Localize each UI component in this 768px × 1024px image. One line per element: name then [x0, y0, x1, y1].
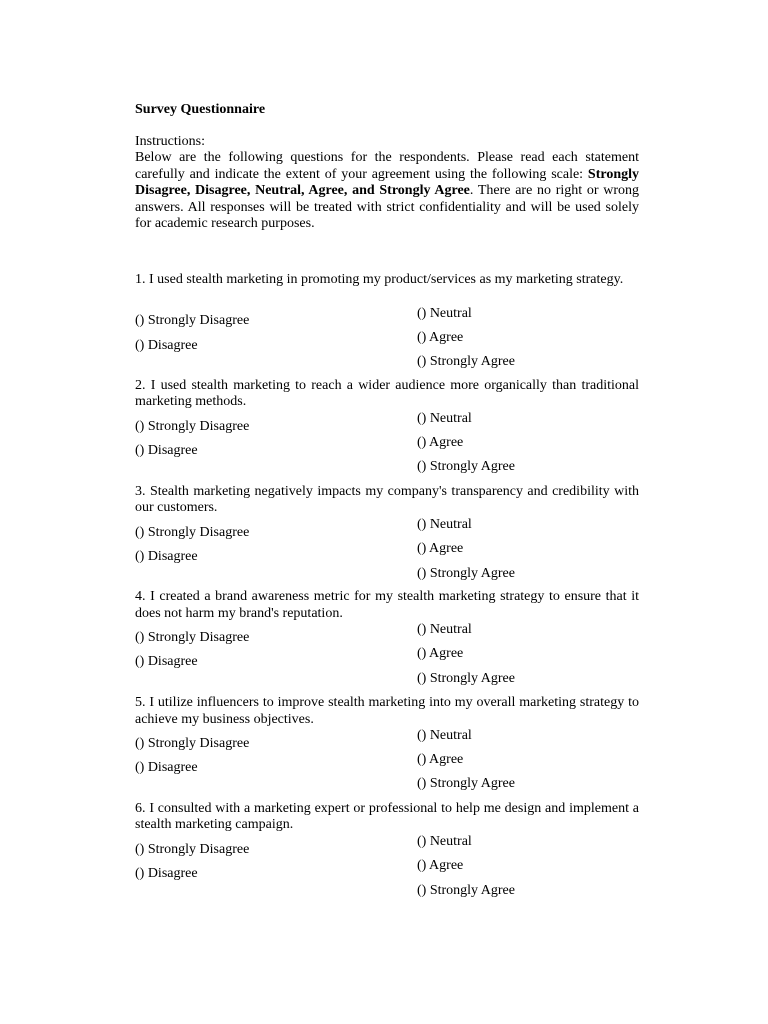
option-strongly-disagree[interactable]: () Strongly Disagree: [135, 630, 250, 646]
instructions-text-pre: Below are the following questions for the respondents. Please read each statement carefully and indicate the extent of your agreement using the following scale:: [135, 150, 639, 182]
instructions-text: [135, 150, 639, 233]
question-4: [135, 589, 639, 695]
option-neutral[interactable]: () Neutral: [417, 833, 472, 849]
page-title: Survey Questionnaire: [135, 102, 266, 117]
question-text: 3. Stealth marketing negatively impacts my company's transparency and credibility with our customers.: [135, 483, 639, 516]
option-disagree[interactable]: () Disagree: [135, 654, 198, 670]
document-page: [135, 100, 639, 898]
option-agree[interactable]: () Agree: [417, 646, 464, 662]
option-disagree[interactable]: () Disagree: [135, 442, 198, 458]
question-1: [135, 272, 639, 378]
option-strongly-disagree[interactable]: () Strongly Disagree: [135, 841, 250, 857]
option-agree[interactable]: () Agree: [417, 434, 464, 450]
question-text: 2. I used stealth marketing to reach a wider audience more organically than traditional marketing methods.: [135, 377, 639, 410]
option-disagree[interactable]: () Disagree: [135, 865, 198, 881]
option-neutral[interactable]: () Neutral: [417, 622, 472, 638]
question-text: 4. I created a brand awareness metric for my stealth marketing strategy to ensure that it does not harm my brand's reputation.: [135, 589, 639, 621]
option-agree[interactable]: () Agree: [417, 752, 464, 768]
option-agree[interactable]: () Agree: [417, 540, 464, 556]
option-strongly-agree[interactable]: () Strongly Agree: [417, 776, 515, 792]
option-neutral[interactable]: () Neutral: [417, 728, 472, 744]
option-strongly-agree[interactable]: () Strongly Agree: [417, 671, 515, 687]
option-strongly-disagree[interactable]: () Strongly Disagree: [135, 313, 250, 328]
question-2: [135, 378, 639, 484]
question-6: [135, 801, 639, 907]
question-5: [135, 695, 639, 801]
option-disagree[interactable]: () Disagree: [135, 338, 198, 353]
option-disagree[interactable]: () Disagree: [135, 548, 198, 564]
instructions-scale: Strongly Disagree, Disagree, Neutral, Agree, and Strongly Agree: [135, 166, 639, 198]
option-agree[interactable]: () Agree: [417, 330, 464, 345]
option-neutral[interactable]: () Neutral: [417, 410, 472, 426]
question-text: 1. I used stealth marketing in promoting my product/services as my marketing strategy.: [135, 272, 624, 287]
option-strongly-agree[interactable]: () Strongly Agree: [417, 882, 515, 898]
instructions-text-post: . There are no right or wrong answers. All responses will be treated with strict confidentiality and will be used solely for academic research purposes.: [135, 183, 639, 231]
option-neutral[interactable]: () Neutral: [417, 516, 472, 532]
option-agree[interactable]: () Agree: [417, 857, 464, 873]
question-text: 6. I consulted with a marketing expert or professional to help me design and implement a stealth marketing campaign.: [135, 800, 639, 833]
option-strongly-disagree[interactable]: () Strongly Disagree: [135, 736, 250, 752]
question-3: [135, 484, 639, 590]
option-disagree[interactable]: () Disagree: [135, 760, 198, 776]
option-neutral[interactable]: () Neutral: [417, 306, 472, 321]
instructions-label: Instructions:: [135, 134, 205, 149]
question-text: 5. I utilize influencers to improve stealth marketing into my overall marketing strategy to achieve my business objectives.: [135, 695, 639, 727]
option-strongly-agree[interactable]: () Strongly Agree: [417, 354, 515, 369]
question-list: [135, 272, 639, 907]
option-strongly-disagree[interactable]: () Strongly Disagree: [135, 418, 250, 434]
option-strongly-agree[interactable]: () Strongly Agree: [417, 458, 515, 474]
option-strongly-agree[interactable]: () Strongly Agree: [417, 565, 515, 581]
option-strongly-disagree[interactable]: () Strongly Disagree: [135, 524, 250, 540]
